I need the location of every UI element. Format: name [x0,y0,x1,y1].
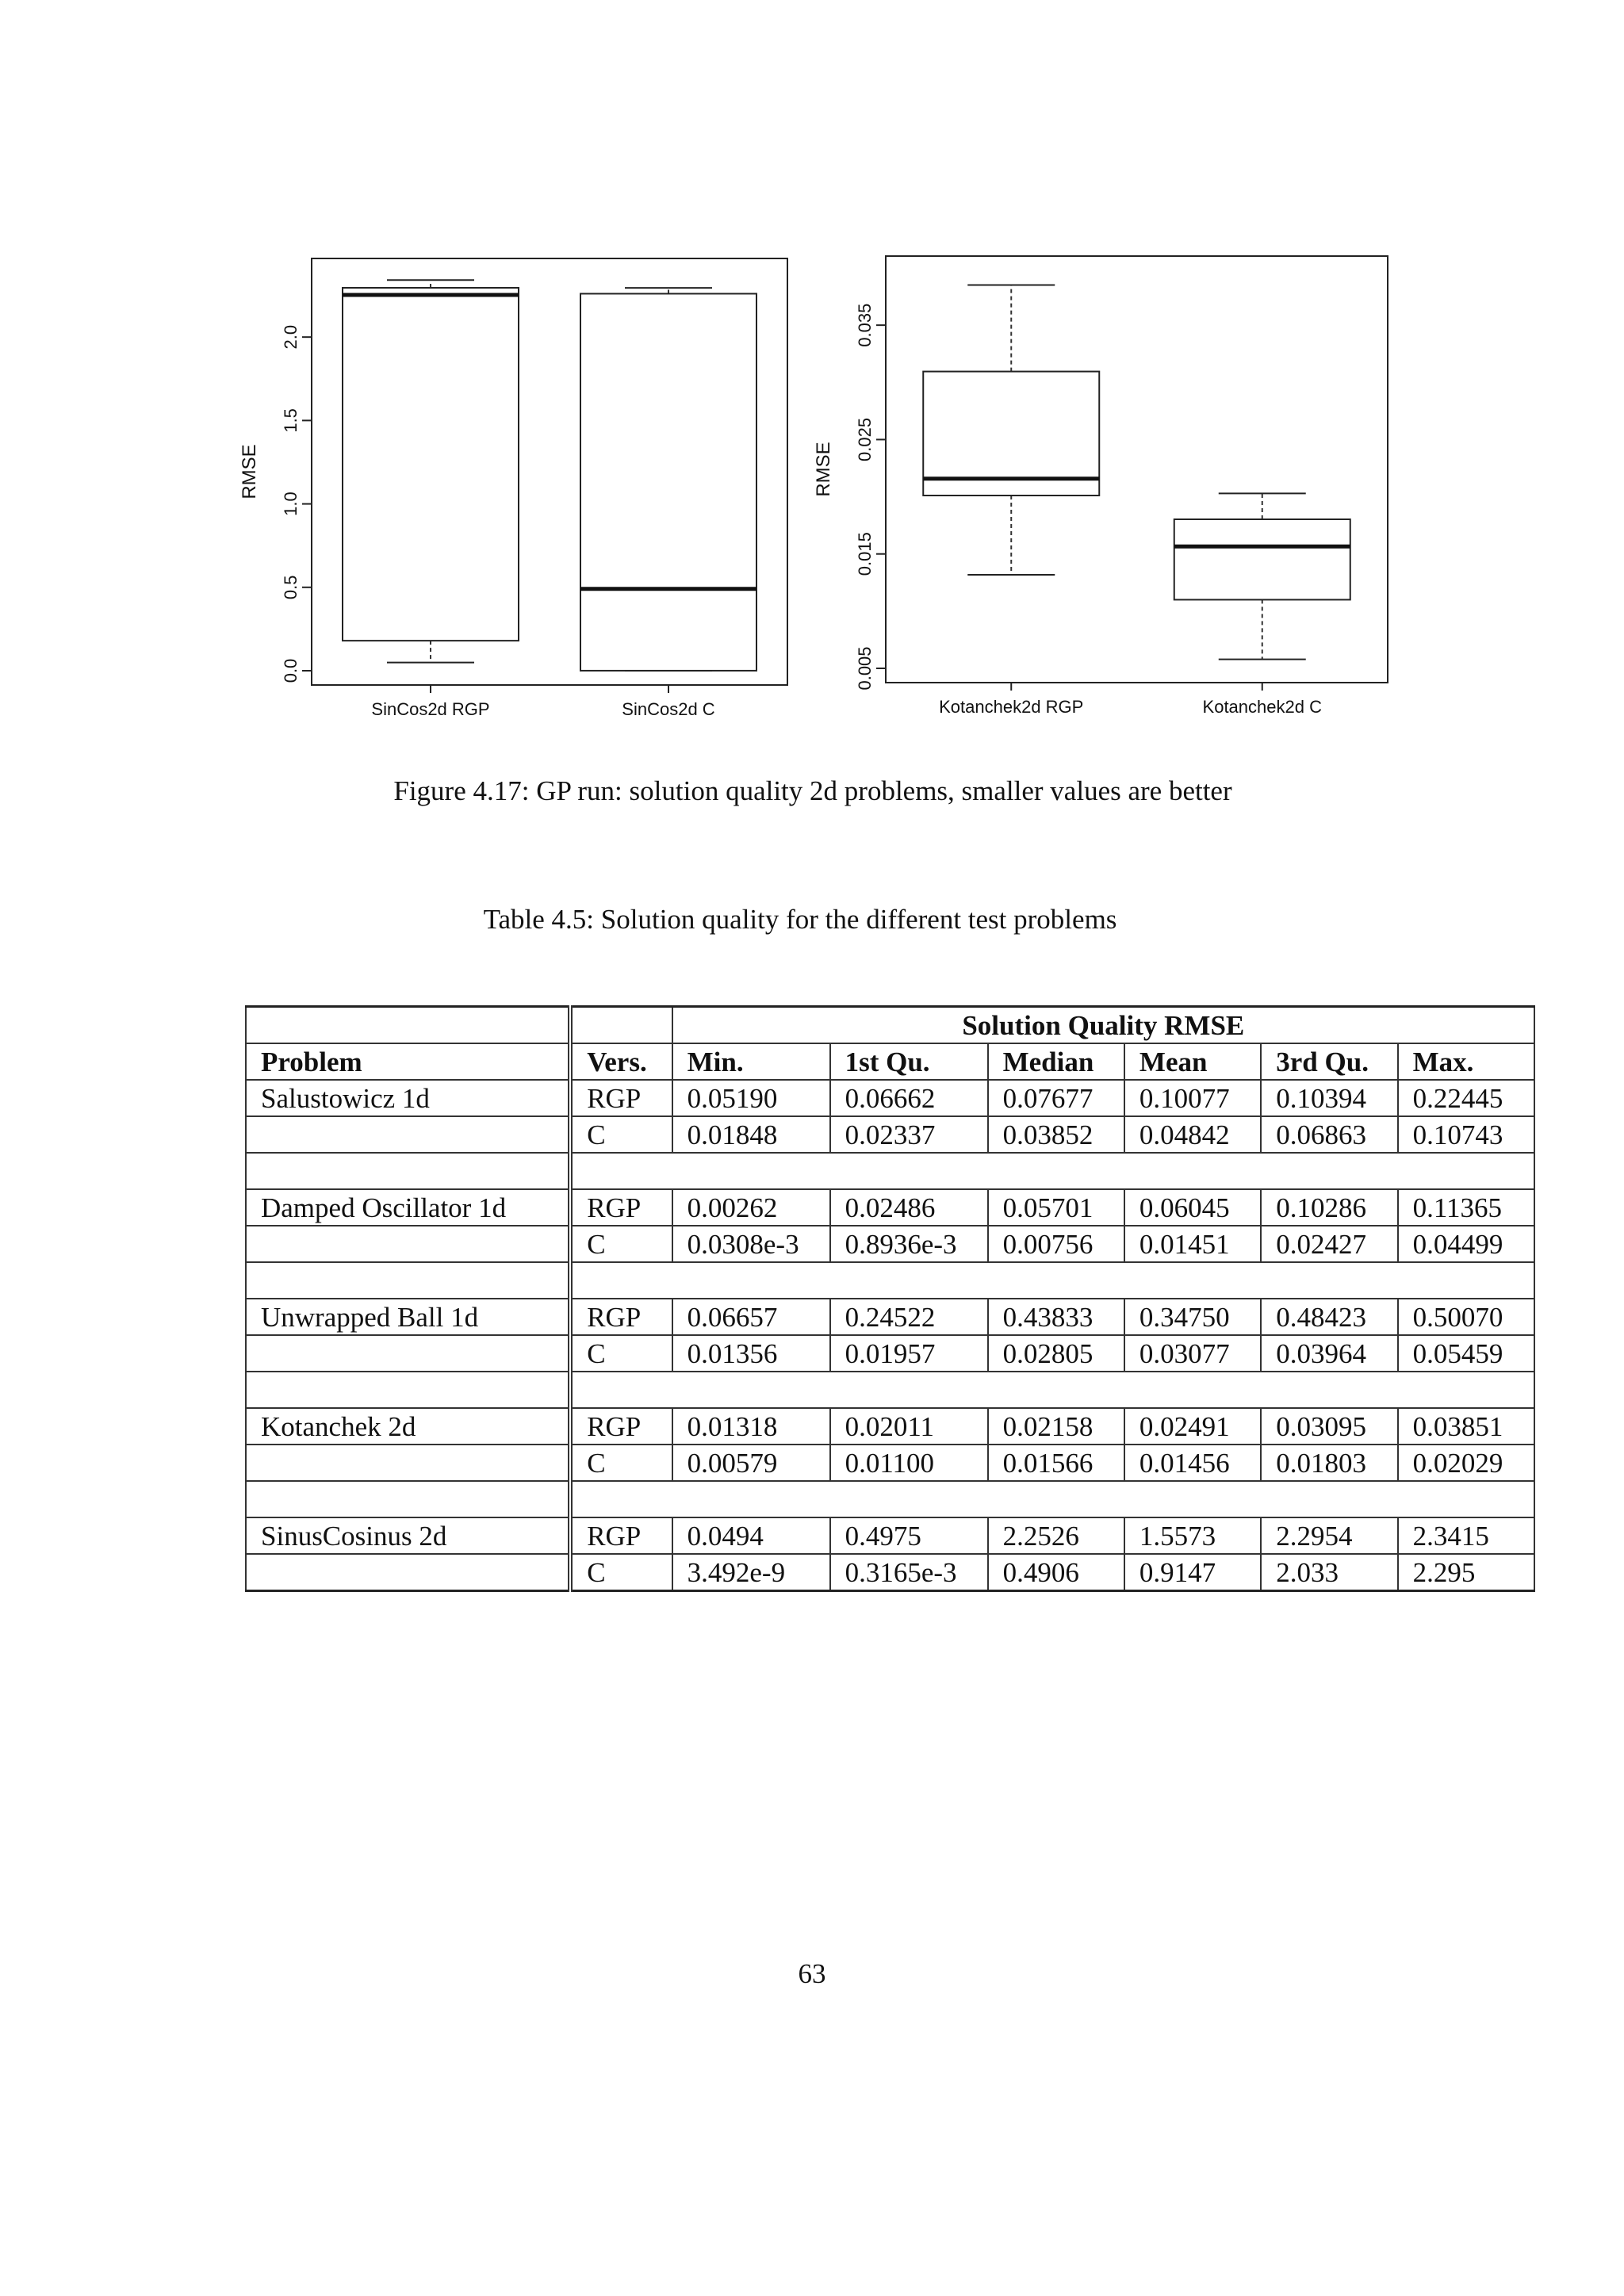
table-spacer-row [246,1262,1534,1299]
x-tick-label: Kotanchek2d RGP [939,697,1084,717]
value-cell: 0.4975 [830,1517,988,1554]
value-cell: 0.02427 [1261,1226,1397,1262]
column-header: Vers. [570,1043,672,1080]
value-cell: 0.10394 [1261,1080,1397,1116]
value-cell: C [570,1116,672,1153]
value-cell: 0.01318 [672,1408,830,1445]
column-header: Min. [672,1043,830,1080]
value-cell: 0.05190 [672,1080,830,1116]
value-cell: RGP [570,1517,672,1554]
problem-cell: Unwrapped Ball 1d [246,1299,570,1335]
value-cell: 0.0494 [672,1517,830,1554]
value-cell: 0.24522 [830,1299,988,1335]
value-cell: 2.295 [1398,1554,1534,1591]
empty-cell [570,1372,1534,1408]
box [1174,519,1350,599]
value-cell: RGP [570,1189,672,1226]
box [343,288,519,641]
empty-cell [570,1007,672,1044]
problem-cell [246,1226,570,1262]
problem-cell [246,1445,570,1481]
value-cell: 0.10077 [1124,1080,1261,1116]
value-cell: 0.02805 [988,1335,1124,1372]
value-cell: 0.00262 [672,1189,830,1226]
value-cell: 0.02486 [830,1189,988,1226]
y-tick-label: 1.5 [281,408,301,433]
problem-cell [246,1116,570,1153]
value-cell: 0.06662 [830,1080,988,1116]
table-row [246,1189,1534,1226]
value-cell: 0.03851 [1398,1408,1534,1445]
problem-cell: Damped Oscillator 1d [246,1189,570,1226]
y-tick-label: 0.035 [855,303,875,347]
table-row [246,1335,1534,1372]
value-cell: 0.8936e-3 [830,1226,988,1262]
value-cell: 0.50070 [1398,1299,1534,1335]
value-cell: 0.04499 [1398,1226,1534,1262]
value-cell: 0.34750 [1124,1299,1261,1335]
value-cell: RGP [570,1408,672,1445]
y-tick-label: 2.0 [281,324,301,350]
empty-cell [570,1481,1534,1517]
value-cell: C [570,1554,672,1591]
value-cell: 0.01848 [672,1116,830,1153]
column-header: Mean [1124,1043,1261,1080]
table-spacer-row [246,1153,1534,1189]
empty-cell [246,1481,570,1517]
value-cell: 0.11365 [1398,1189,1534,1226]
value-cell: 0.01456 [1124,1445,1261,1481]
table-row [246,1517,1534,1554]
table-header-row [246,1043,1534,1080]
value-cell: 0.01356 [672,1335,830,1372]
problem-cell: SinusCosinus 2d [246,1517,570,1554]
value-cell: 0.01451 [1124,1226,1261,1262]
table-row [246,1299,1534,1335]
column-header: 1st Qu. [830,1043,988,1080]
value-cell: 0.43833 [988,1299,1124,1335]
y-axis-label: RMSE [239,444,260,499]
table-group-header-row [246,1007,1534,1044]
value-cell: 0.10743 [1398,1116,1534,1153]
value-cell: RGP [570,1080,672,1116]
solution-quality-table [245,1005,1535,1592]
value-cell: 0.06657 [672,1299,830,1335]
group-header-cell: Solution Quality RMSE [672,1007,1534,1044]
value-cell: 0.00579 [672,1445,830,1481]
y-tick-label: 0.005 [855,646,875,691]
value-cell: C [570,1226,672,1262]
y-tick-label: 0.025 [855,417,875,461]
empty-cell [570,1153,1534,1189]
value-cell: 0.03095 [1261,1408,1397,1445]
value-cell: 0.02158 [988,1408,1124,1445]
table-row [246,1226,1534,1262]
problem-cell [246,1554,570,1591]
y-axis-label: RMSE [813,442,834,497]
problem-cell: Salustowicz 1d [246,1080,570,1116]
figure-caption: Figure 4.17: GP run: solution quality 2d problems, smaller values are better [393,775,1232,806]
value-cell: 0.05459 [1398,1335,1534,1372]
value-cell: 0.03077 [1124,1335,1261,1372]
value-cell: 1.5573 [1124,1517,1261,1554]
value-cell: 0.05701 [988,1189,1124,1226]
value-cell: 0.07677 [988,1080,1124,1116]
column-header: Max. [1398,1043,1534,1080]
value-cell: 0.01957 [830,1335,988,1372]
box [580,293,756,670]
value-cell: 0.00756 [988,1226,1124,1262]
value-cell: RGP [570,1299,672,1335]
x-tick-label: SinCos2d C [622,699,715,719]
value-cell: 0.9147 [1124,1554,1261,1591]
value-cell: C [570,1335,672,1372]
value-cell: 2.033 [1261,1554,1397,1591]
y-tick-label: 1.0 [281,492,301,516]
column-header: Problem [246,1043,570,1080]
problem-cell: Kotanchek 2d [246,1408,570,1445]
empty-cell [246,1262,570,1299]
y-tick-label: 0.5 [281,575,301,600]
value-cell: 0.22445 [1398,1080,1534,1116]
value-cell: 0.10286 [1261,1189,1397,1226]
empty-cell [246,1007,570,1044]
table-row [246,1408,1534,1445]
page-number: 63 [798,1958,826,1989]
empty-cell [570,1262,1534,1299]
column-header: 3rd Qu. [1261,1043,1397,1080]
boxplot-figure [230,238,1396,745]
empty-cell [246,1372,570,1408]
value-cell: 0.03964 [1261,1335,1397,1372]
value-cell: 0.06863 [1261,1116,1397,1153]
column-header: Median [988,1043,1124,1080]
value-cell: 0.0308e-3 [672,1226,830,1262]
value-cell: C [570,1445,672,1481]
y-tick-label: 0.0 [281,658,301,683]
table-caption: Table 4.5: Solution quality for the different test problems [483,904,1117,935]
value-cell: 3.492e-9 [672,1554,830,1591]
value-cell: 0.02337 [830,1116,988,1153]
value-cell: 0.3165e-3 [830,1554,988,1591]
value-cell: 0.03852 [988,1116,1124,1153]
table-spacer-row [246,1372,1534,1408]
value-cell: 0.02029 [1398,1445,1534,1481]
table-spacer-row [246,1481,1534,1517]
table-row [246,1554,1534,1591]
empty-cell [246,1153,570,1189]
problem-cell [246,1335,570,1372]
x-tick-label: SinCos2d RGP [371,699,490,719]
value-cell: 0.04842 [1124,1116,1261,1153]
value-cell: 2.2526 [988,1517,1124,1554]
value-cell: 0.01566 [988,1445,1124,1481]
table-row [246,1116,1534,1153]
value-cell: 0.06045 [1124,1189,1261,1226]
value-cell: 0.02011 [830,1408,988,1445]
value-cell: 0.4906 [988,1554,1124,1591]
value-cell: 0.48423 [1261,1299,1397,1335]
value-cell: 2.3415 [1398,1517,1534,1554]
table-row [246,1080,1534,1116]
x-tick-label: Kotanchek2d C [1202,697,1322,717]
value-cell: 0.02491 [1124,1408,1261,1445]
value-cell: 0.01100 [830,1445,988,1481]
y-tick-label: 0.015 [855,532,875,576]
value-cell: 2.2954 [1261,1517,1397,1554]
value-cell: 0.01803 [1261,1445,1397,1481]
table-row [246,1445,1534,1481]
